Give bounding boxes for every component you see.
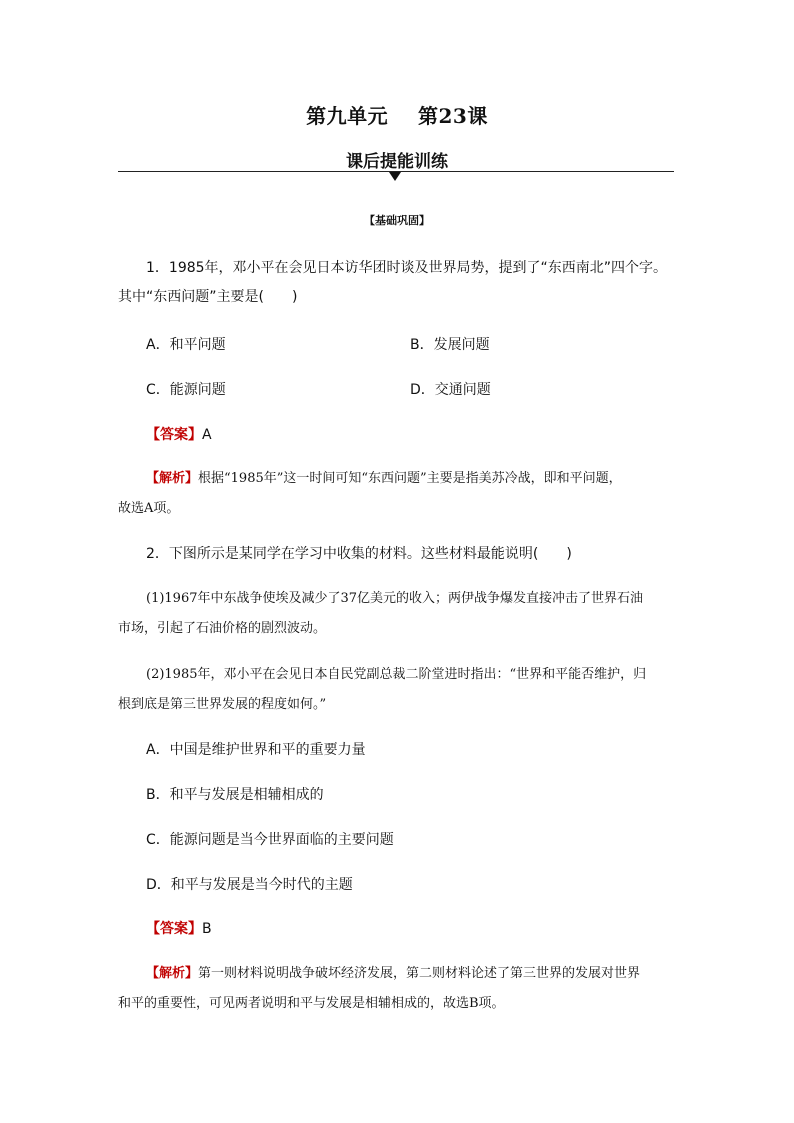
triangle-marker-icon	[389, 172, 401, 181]
q1-option-b: B．发展问题	[410, 337, 490, 353]
analysis-label: 【解析】	[146, 471, 199, 486]
q2-material1-line1: (1)1967年中东战争使埃及减少了37亿美元的收入；两伊战争爆发直接冲击了世界石油	[146, 591, 644, 606]
q2-stem: 2．下图所示是某同学在学习中收集的材料。这些材料最能说明( )	[146, 546, 572, 562]
answer-value: B	[202, 921, 212, 937]
answer-label: 【答案】	[146, 921, 202, 937]
q1-stem-line2: 其中“东西问题”主要是( )	[118, 289, 298, 305]
q1-analysis-line1	[146, 464, 686, 494]
q1-answer	[146, 424, 212, 444]
q2-material2-line1: (2)1985年，邓小平在会见日本自民党副总裁二阶堂进时指出：“世界和平能否维护，归	[146, 667, 647, 682]
page-title: 第九单元 第23课	[306, 104, 488, 128]
q1-option-c: C．能源问题	[146, 382, 226, 398]
q2-option-c: C．能源问题是当今世界面临的主要问题	[146, 832, 394, 848]
page-subtitle: 课后提能训练	[346, 152, 448, 172]
answer-value: A	[202, 427, 212, 443]
q2-analysis-line2: 和平的重要性，可见两者说明和平与发展是相辅相成的，故选B项。	[118, 996, 505, 1011]
q2-analysis-line1	[146, 959, 686, 989]
q2-answer	[146, 918, 212, 938]
analysis-text: 根据“1985年”这一时间可知“东西问题”主要是指美苏冷战，即和平问题，	[198, 471, 622, 486]
q2-option-d: D．和平与发展是当今时代的主题	[146, 877, 353, 893]
q1-analysis-line2: 故选A项。	[118, 501, 180, 516]
analysis-label: 【解析】	[146, 966, 199, 981]
q2-material2-line2: 根到底是第三世界发展的程度如何。”	[118, 697, 327, 712]
q1-option-d: D．交通问题	[410, 382, 491, 398]
q2-material1-line2: 市场，引起了石油价格的剧烈波动。	[118, 621, 327, 636]
q2-option-b: B．和平与发展是相辅相成的	[146, 787, 324, 803]
q1-stem-line1: 1．1985年，邓小平在会见日本访华团时谈及世界局势，提到了“东西南北”四个字。	[146, 260, 668, 276]
analysis-text: 第一则材料说明战争破坏经济发展，第二则材料论述了第三世界的发展对世界	[198, 966, 641, 981]
answer-label: 【答案】	[146, 427, 202, 443]
q2-option-a: A．中国是维护世界和平的重要力量	[146, 742, 366, 758]
q1-option-a: A．和平问题	[146, 337, 226, 353]
section-heading: 【基础巩固】	[364, 214, 430, 227]
